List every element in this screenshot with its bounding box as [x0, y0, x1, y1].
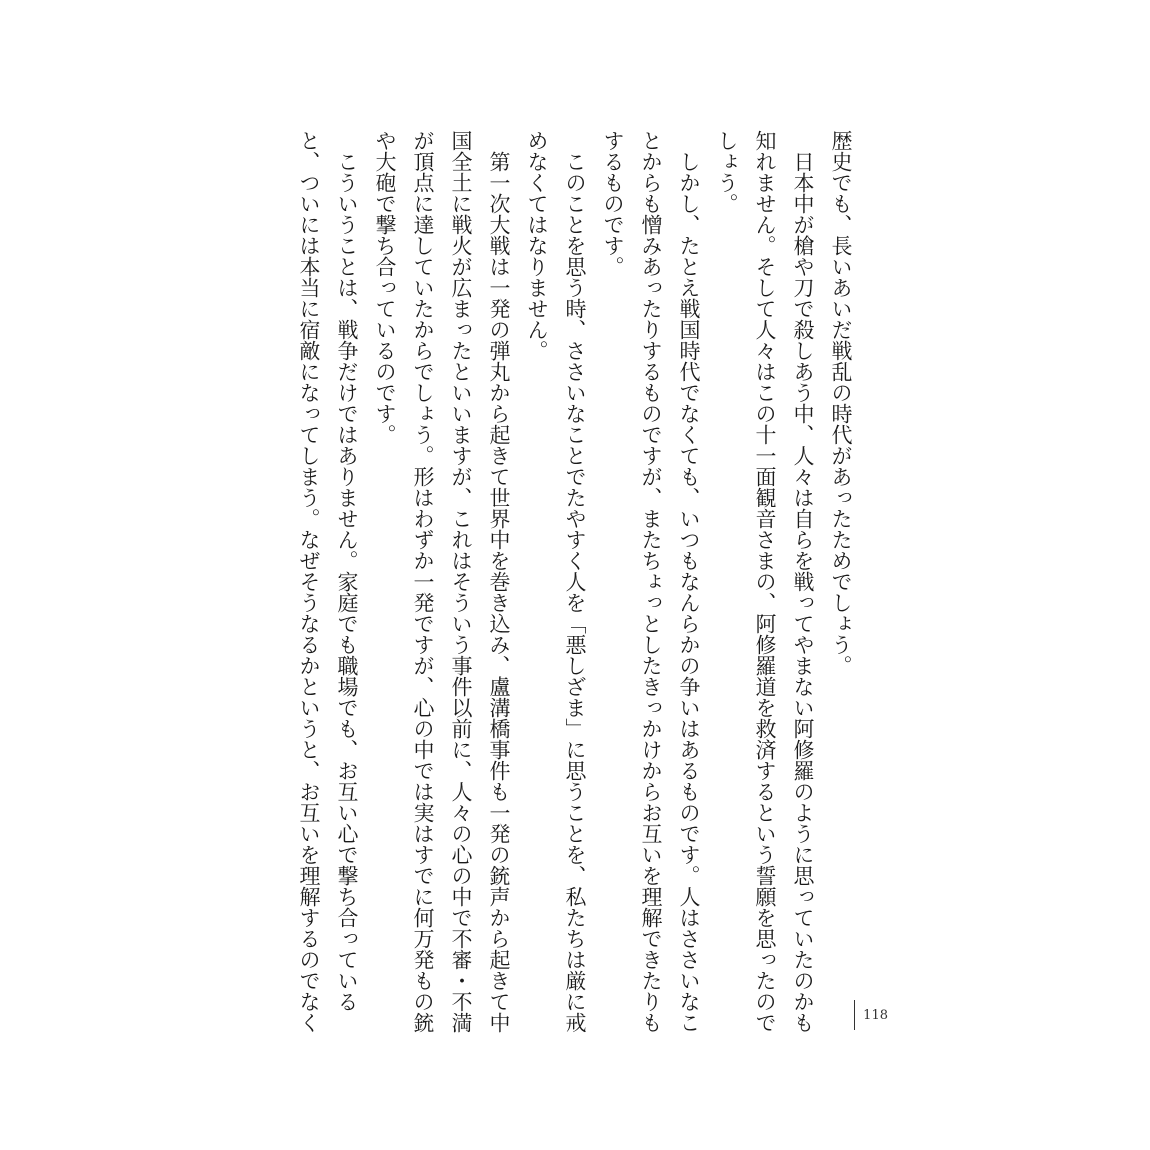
page-number: 118: [863, 1007, 888, 1023]
paragraph-3: しかし、たとえ戦国時代でなくても、いつもなんらかの争いはあるものです。人はささいなことからも憎みあったりするものですが、またちょっとしたきっかけからお互いを理解できたりもするものです。: [601, 130, 701, 1033]
paragraph-5: 第一次大戦は一発の弾丸から起きて世界中を巻き込み、盧溝橋事件も一発の銃声から起きて中国全土に戦火が広まったといいますが、これはそういう事件以前に、人々の心の中で不審・不満が頂点に達していたからでしょう。形はわずか一発ですが、心の中では実はすでに何万発もの銃や大砲で撃ち合っているのです。: [373, 130, 511, 1033]
page-footer: [854, 1000, 888, 1030]
paragraph-6: こういうことは、戦争だけではありません。家庭でも職場でも、お互い心で撃ち合っていると、ついには本当に宿敵になってしまう。なぜそうなるかというと、お互いを理解するのでなく: [297, 130, 359, 1033]
paragraph-4: このことを思う時、ささいなことでたやすく人を「悪しざま」に思うことを、私たちは厳に戒めなくてはなりません。: [525, 130, 587, 1033]
paragraph-2: 日本中が槍や刀で殺しあう中、人々は自らを戦ってやまない阿修羅のように思っていたのかも知れません。そして人々はこの十一面観音さまの、阿修羅道を救済するという誓願を思ったのでしょう。: [715, 130, 815, 1033]
vertical-text-body: [290, 130, 860, 1050]
paragraph-1: 歴史でも、長いあいだ戦乱の時代があったためでしょう。: [829, 130, 853, 676]
page-number-rule: [854, 1000, 855, 1030]
